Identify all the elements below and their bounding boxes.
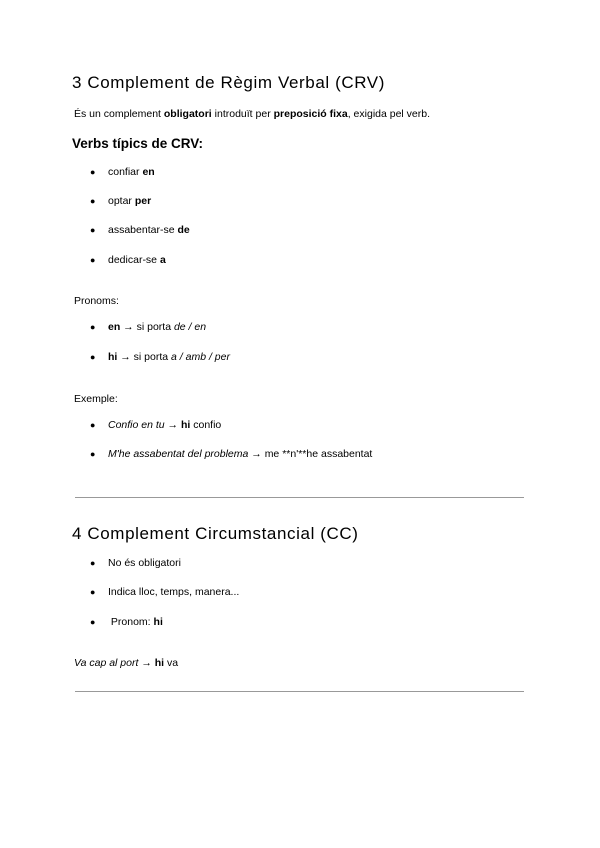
bullet-icon: ● <box>90 255 96 265</box>
list-item: ● optar per <box>90 195 152 207</box>
bullet-icon: ● <box>90 225 96 235</box>
bullet-icon: ● <box>90 196 96 206</box>
section-4-title: 4 Complement Circumstancial (CC) <box>72 524 359 543</box>
bullet-icon: ● <box>90 352 96 362</box>
bullet-icon: ● <box>90 420 96 430</box>
list-item: ● dedicar-se a <box>90 254 166 266</box>
list-item: ● Confio en tu → hi confio <box>90 419 222 431</box>
list-item: ● hi → si porta a / amb / per <box>90 351 230 363</box>
list-item: ● en → si porta de / en <box>90 321 207 333</box>
section-3-title: 3 Complement de Règim Verbal (CRV) <box>72 73 385 92</box>
pronoms-label: Pronoms: <box>74 295 119 307</box>
section-3-intro: És un complement obligatori introduït per preposició fixa, exigida pel verb. <box>74 108 431 120</box>
list-item: ● No és obligatori <box>90 557 181 569</box>
section-4-example: Va cap al port → hi va <box>74 657 179 669</box>
list-item: ● Indica lloc, temps, manera... <box>90 586 240 598</box>
bullet-icon: ● <box>90 449 96 459</box>
list-item: ● M'he assabentat del problema → me **n'**he assabentat <box>90 448 373 460</box>
bullet-icon: ● <box>90 558 96 568</box>
verbs-heading: Verbs típics de CRV: <box>72 136 204 151</box>
list-item: ● Pronom: hi <box>90 616 163 628</box>
exemple-label: Exemple: <box>74 393 118 405</box>
bullet-icon: ● <box>90 617 96 627</box>
section-divider <box>75 497 524 498</box>
list-item: ● assabentar-se de <box>90 224 190 236</box>
list-item: ● confiar en <box>90 166 155 178</box>
section-divider <box>75 691 524 692</box>
bullet-icon: ● <box>90 322 96 332</box>
bullet-icon: ● <box>90 167 96 177</box>
bullet-icon: ● <box>90 587 96 597</box>
